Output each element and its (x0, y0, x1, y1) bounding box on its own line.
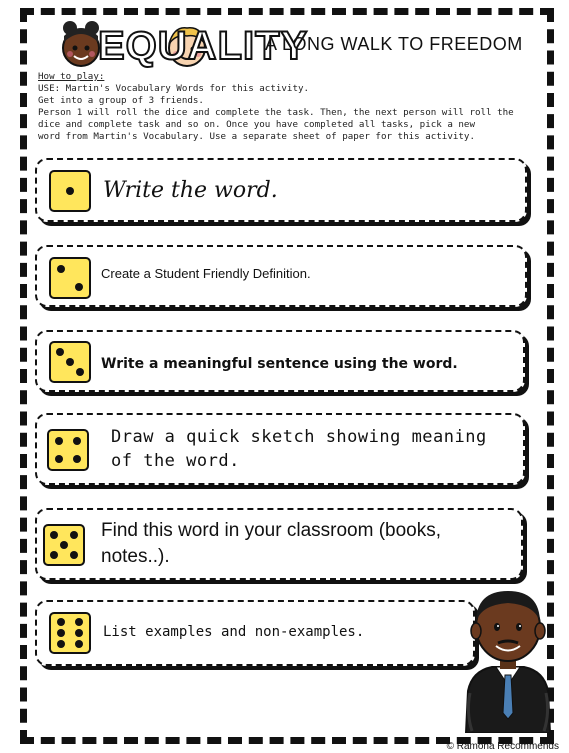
task-text-6: List examples and non-examples. (103, 624, 365, 640)
task-text-1: Write the word. (103, 178, 278, 203)
martin-luther-king-illustration (462, 583, 554, 733)
task-box-5 (35, 508, 523, 580)
title-subtitle: A LONG WALK TO FREEDOM (265, 34, 523, 54)
title-word: EQUALITY (98, 24, 309, 68)
instructions (38, 71, 528, 143)
task-box-4 (35, 413, 525, 485)
die-three-icon (49, 341, 91, 383)
task-box-1 (35, 158, 527, 222)
task-text-3: Write a meaningful sentence using the word. (101, 356, 458, 372)
die-four-icon (47, 429, 89, 471)
task-text-4-line1: Draw a quick sketch showing meaning (111, 427, 487, 447)
instructions-line: Person 1 will roll the dice and complete the task. Then, the next person will roll the (38, 107, 514, 118)
task-text-4-line2: of the word. (111, 451, 240, 471)
die-five-icon (43, 524, 85, 566)
task-box-6 (35, 600, 475, 666)
instructions-line: Get into a group of 3 friends. (38, 95, 204, 106)
instructions-heading: How to play: (38, 71, 105, 82)
task-text-5-line1: Find this word in your classroom (books, (101, 520, 442, 541)
instructions-line: dice and complete task and so on. Once you have completed all tasks, pick a new (38, 119, 475, 130)
task-text-5-line2: notes..). (101, 546, 170, 567)
die-two-icon (49, 257, 91, 299)
task-box-2 (35, 245, 527, 307)
instructions-line: word from Martin's Vocabulary. Use a separate sheet of paper for this activity. (38, 131, 475, 142)
die-one-icon (49, 170, 91, 212)
copyright-notice: © Ramona Recommends (446, 741, 559, 752)
task-text-2: Create a Student Friendly Definition. (101, 266, 311, 281)
die-six-icon (49, 612, 91, 654)
task-box-3 (35, 330, 525, 392)
instructions-line: USE: Martin's Vocabulary Words for this activity. (38, 83, 310, 94)
title-area (60, 20, 523, 72)
